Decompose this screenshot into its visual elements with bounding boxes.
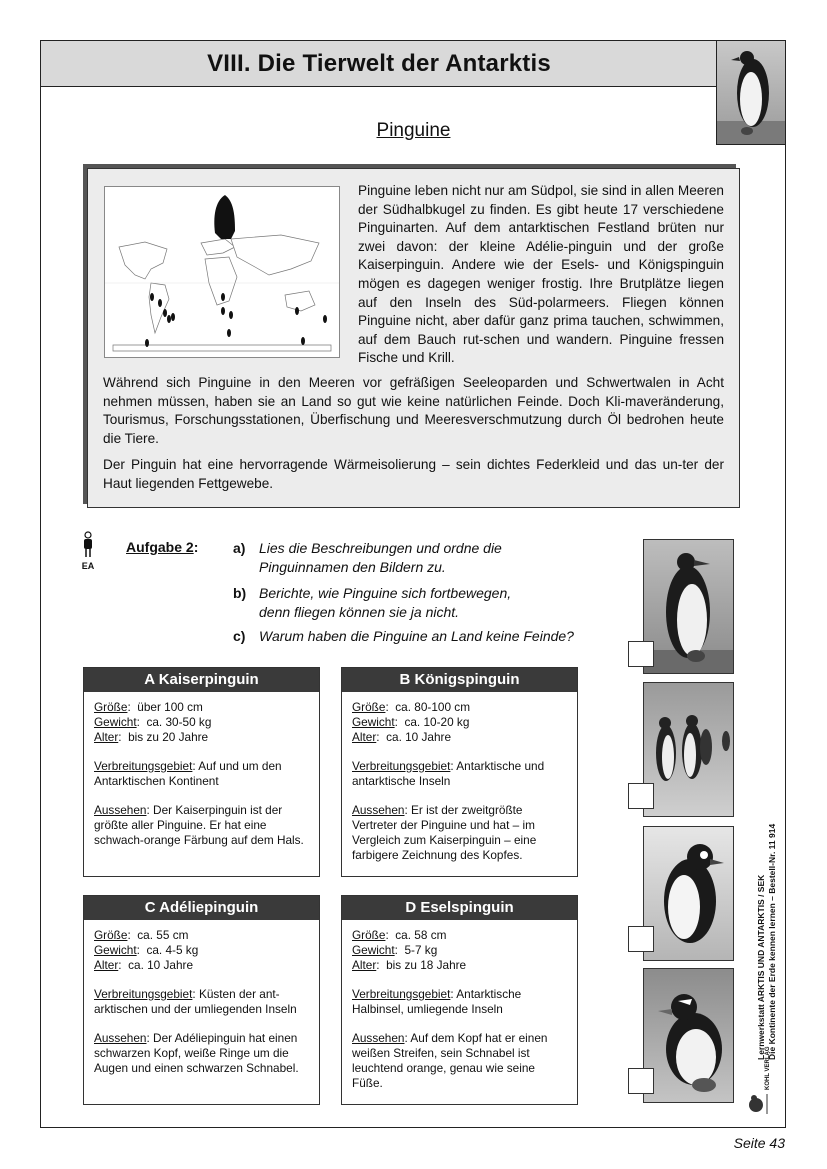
task-item-text-cont: Pinguinnamen den Bildern zu.: [259, 559, 446, 575]
size-label: Größe: [352, 928, 386, 942]
range-label: Verbreitungsgebiet: [94, 759, 193, 773]
person-icon: [81, 531, 95, 559]
look-value: Der Adéliepinguin hat einen schwarzen Kopf, weiße Ringe um die Augen und einen schwarzen Schnabel.: [94, 1031, 299, 1075]
weight-label: Gewicht: [352, 715, 395, 729]
look-value: Auf dem Kopf hat er einen weißen Streifen, sein Schnabel ist leuchtend orange, genau wie seine Füße.: [352, 1031, 548, 1090]
task-label: [126, 539, 198, 555]
look-value: Der Kaiserpinguin ist der größte aller Pinguine. Er hat eine schwach-orange Färbung auf dem Hals.: [94, 803, 304, 847]
range-value: Antarktische und antarktische Inseln: [352, 759, 545, 788]
side-line-2: Die Kontinente der Erde kennen lernen – Bestell-Nr. 11 914: [767, 823, 777, 1060]
side-line-1: Lernwerkstatt ARKTIS UND ANTARKTIS / SEK: [756, 874, 766, 1060]
answer-checkbox-1[interactable]: [628, 641, 654, 667]
ea-label: EA: [81, 561, 95, 571]
card-title: B Königspinguin: [342, 668, 577, 692]
publisher-side-text: [756, 824, 778, 1060]
range-value: Küsten der ant-arktischen und der umliegenden Inseln: [94, 987, 297, 1016]
task-item-text: Lies die Beschreibungen und ordne die: [259, 540, 502, 556]
range-value: Auf und um den Antarktischen Kontinent: [94, 759, 282, 788]
weight-label: Gewicht: [94, 943, 137, 957]
task-item-letter: b): [233, 585, 247, 601]
card-kaiserpinguin: A Kaiserpinguin Größe: über 100 cm Gewicht: ca. 30-50 kg Alter: bis zu 20 Jahre Verbreitungsgebiet: Auf und um den Antarktischen Kontinent Aussehen: Der Kaiserpinguin ist der größte aller Pinguine. Er hat eine schwach-orange Färbung auf dem Hals.: [83, 667, 320, 877]
size-label: Größe: [352, 700, 386, 714]
card-eselspinguin: D Eselspinguin Größe: ca. 58 cm Gewicht: 5-7 kg Alter: bis zu 18 Jahre Verbreitungsgebiet: Antarktische Halbinsel, umliegende Inseln Aussehen: Auf dem Kopf hat er einen weißen Streifen, sein Schnabel ist leuchtend orange, genau wie seine Füße.: [341, 895, 578, 1105]
card-title: D Eselspinguin: [342, 896, 577, 920]
size-value: ca. 58 cm: [395, 928, 447, 942]
answer-checkbox-3[interactable]: [628, 926, 654, 952]
age-value: ca. 10 Jahre: [128, 958, 194, 972]
task-item-a: [233, 539, 502, 577]
section-title: Pinguine: [376, 120, 451, 141]
penguin-photo-3: [643, 826, 734, 961]
weight-value: ca. 30-50 kg: [146, 715, 212, 729]
answer-checkbox-4[interactable]: [628, 1068, 654, 1094]
size-value: über 100 cm: [137, 700, 203, 714]
answer-checkbox-2[interactable]: [628, 783, 654, 809]
individual-work-badge: [78, 531, 98, 571]
task-item-text: Berichte, wie Pinguine sich fortbewegen,: [259, 585, 512, 601]
card-adeliepinguin: C Adéliepinguin Größe: ca. 55 cm Gewicht: ca. 4-5 kg Alter: ca. 10 Jahre Verbreitungsgebiet: Küsten der ant-arktischen und der umliegenden Inseln Aussehen: Der Adéliepinguin hat einen schwarzen Kopf, weiße Ringe um die Augen und einen schwarzen Schnabel.: [83, 895, 320, 1105]
task-label-text: Aufgabe 2: [126, 539, 194, 555]
penguin-photo-2: [643, 682, 734, 817]
card-title: A Kaiserpinguin: [84, 668, 319, 692]
size-label: Größe: [94, 700, 128, 714]
task-item-text: Warum haben die Pinguine an Land keine Feinde?: [259, 628, 574, 644]
penguin-photo-4: [643, 968, 734, 1103]
weight-label: Gewicht: [94, 715, 137, 729]
age-label: Alter: [94, 958, 119, 972]
age-value: ca. 10 Jahre: [386, 730, 452, 744]
age-label: Alter: [352, 958, 377, 972]
weight-label: Gewicht: [352, 943, 395, 957]
size-value: ca. 55 cm: [137, 928, 189, 942]
range-label: Verbreitungsgebiet: [94, 987, 193, 1001]
look-label: Aussehen: [94, 803, 147, 817]
task-item-letter: a): [233, 540, 246, 556]
penguin-photo-1: [643, 539, 734, 674]
age-value: bis zu 18 Jahre: [386, 958, 467, 972]
chapter-title: VIII. Die Tierwelt der Antarktis: [207, 49, 551, 77]
info-paragraph-2: Während sich Pinguine in den Meeren vor gefräßigen Seeleoparden und Schwertwalen in Acht nehmen müssen, haben sie an Land so gut wie keine natürlichen Feinde. Doch Kli-maveränderung, Tourismus, Forschungsstationen, Überfischung und Meeresverschmutzung durch Öl bedrohen heute die Tiere.: [103, 375, 724, 446]
look-label: Aussehen: [94, 1031, 147, 1045]
info-paragraph-3: Der Pinguin hat eine hervorragende Wärmeisolierung – sein dichtes Federkleid und das un-ter der Haut liegenden Fettgewebe.: [103, 457, 724, 491]
look-label: Aussehen: [352, 1031, 405, 1045]
size-value: ca. 80-100 cm: [395, 700, 471, 714]
look-value: Er ist der zweitgrößte Vertreter der Pinguine und hat – im Vergleich zum Kaiserpinguin – eine farbigere Zeichnung des Kopfes.: [352, 803, 537, 862]
chapter-header: [40, 40, 718, 87]
task-item-letter: c): [233, 628, 246, 644]
range-label: Verbreitungsgebiet: [352, 987, 451, 1001]
weight-value: 5-7 kg: [404, 943, 438, 957]
task-item-c: [233, 627, 574, 646]
age-label: Alter: [94, 730, 119, 744]
world-map-image: [104, 186, 340, 358]
age-value: bis zu 20 Jahre: [128, 730, 209, 744]
task-item-text-cont: denn fliegen können sie ja nicht.: [259, 604, 460, 620]
range-label: Verbreitungsgebiet: [352, 759, 451, 773]
info-paragraph-1: Pinguine leben nicht nur am Südpol, sie sind in allen Meeren der Südhalbkugel zu finden. Es gibt heute 17 verschiedene Pinguinarten. Auf dem antarktischen Festland brüten nur zwei davon: der kleine Adélie-pinguin und der große Kaiserpinguin. Andere wie der Esels- und Königspinguin mögen es dagegen weniger frostig. Ihre Brutplätze liegen auf den Inseln des Süd-polarmeers. Fliegen können Pinguine nicht, aber dafür ganz prima tauchen, schwimmen, auf dem Bauch rut-schen und wandern. Pinguine fressen Fische und Krill.: [358, 183, 724, 366]
look-label: Aussehen: [352, 803, 405, 817]
weight-value: ca. 10-20 kg: [404, 715, 470, 729]
size-label: Größe: [94, 928, 128, 942]
publisher-logo-text: KOHL VERLAG: [765, 1046, 771, 1090]
task-item-b: [233, 584, 511, 622]
card-koenigspinguin: B Königspinguin Größe: ca. 80-100 cm Gewicht: ca. 10-20 kg Alter: ca. 10 Jahre Verbreitungsgebiet: Antarktische und antarktische Inseln Aussehen: Er ist der zweitgrößte Vertreter der Pinguine und hat – im Vergleich zum Kaiserpinguin – eine farbigere Zeichnung des Kopfes.: [341, 667, 578, 877]
publisher-logo: [747, 1092, 777, 1116]
card-title: C Adéliepinguin: [84, 896, 319, 920]
weight-value: ca. 4-5 kg: [146, 943, 199, 957]
age-label: Alter: [352, 730, 377, 744]
task-label-colon: :: [193, 539, 199, 555]
range-value: Antarktische Halbinsel, umliegende Inseln: [352, 987, 522, 1016]
page-number: Seite 43: [733, 1135, 785, 1151]
